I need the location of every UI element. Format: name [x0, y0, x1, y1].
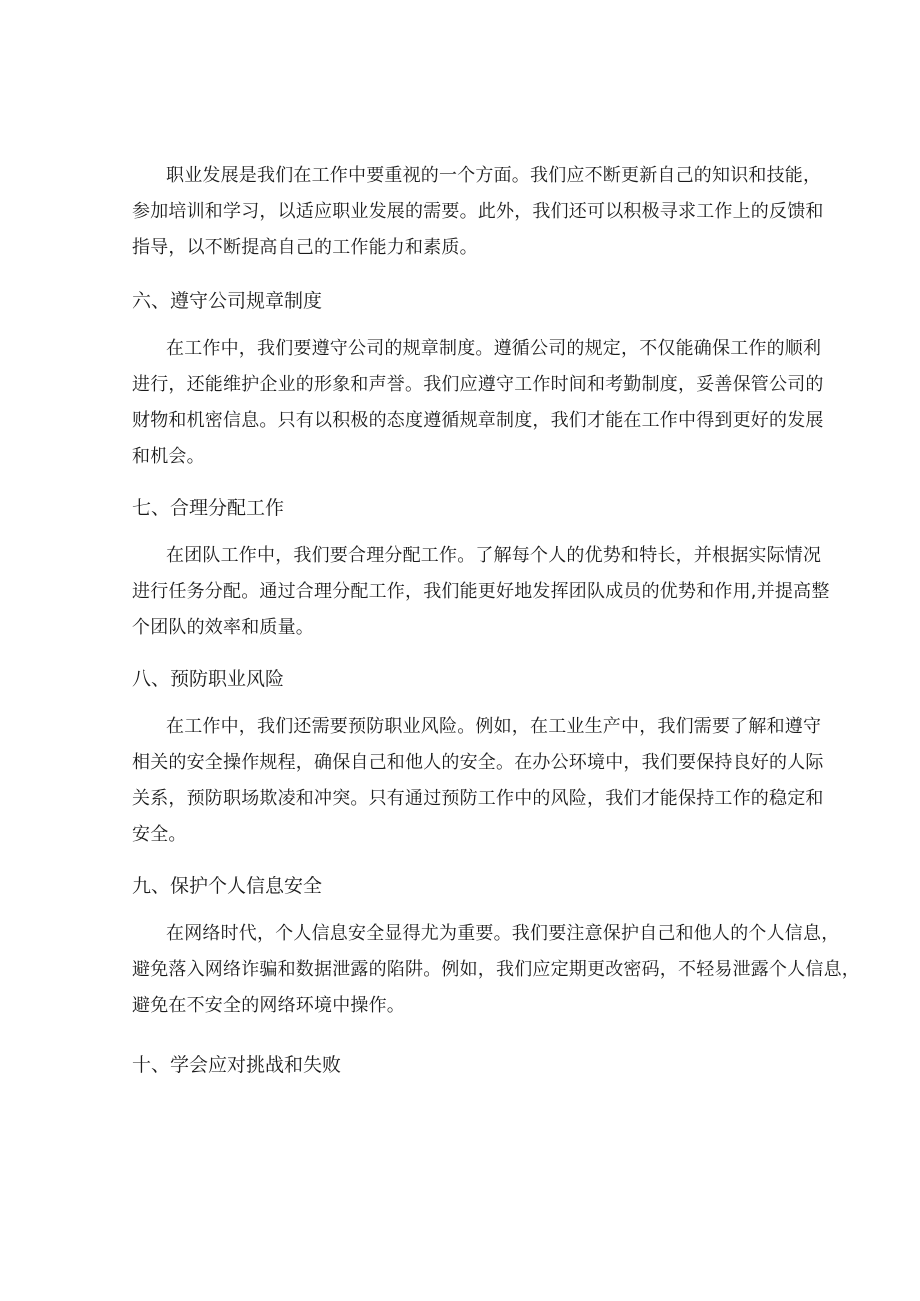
- paragraph-line: 在网络时代，个人信息安全显得尤为重要。我们要注意保护自己和他人的个人信息，: [166, 923, 840, 944]
- paragraph-line: 避免在不安全的网络环境中操作。: [132, 995, 405, 1016]
- paragraph-risk-prevention: [132, 709, 824, 853]
- section-heading-6: 六、遵守公司规章制度: [132, 290, 323, 312]
- paragraph-line: 进行任务分配。通过合理分配工作，我们能更好地发挥团队成员的优势和作用,并提高整: [132, 581, 830, 602]
- paragraph-line: 相关的安全操作规程，确保自己和他人的安全。在办公环境中，我们要保持良好的人际: [132, 752, 824, 773]
- paragraph-line: 职业发展是我们在工作中要重视的一个方面。我们应不断更新自己的知识和技能，: [166, 165, 822, 186]
- section-heading-7: 七、合理分配工作: [132, 497, 285, 519]
- paragraph-line: 财物和机密信息。只有以积极的态度遵循规章制度，我们才能在工作中得到更好的发展: [132, 410, 824, 431]
- paragraph-line: 在工作中，我们还需要预防职业风险。例如，在工业生产中，我们需要了解和遵守: [166, 716, 822, 737]
- paragraph-line: 避免落入网络诈骗和数据泄露的陷阱。例如，我们应定期更改密码，不轻易泄露个人信息，: [132, 959, 860, 980]
- section-heading-9: 九、保护个人信息安全: [132, 875, 323, 897]
- paragraph-career-development: [132, 158, 824, 266]
- paragraph-line: 关系，预防职场欺凌和冲突。只有通过预防工作中的风险，我们才能保持工作的稳定和: [132, 788, 824, 809]
- paragraph-line: 在工作中，我们要遵守公司的规章制度。遵循公司的规定，不仅能确保工作的顺利: [166, 338, 822, 359]
- paragraph-info-security: [132, 916, 860, 1024]
- paragraph-line: 进行，还能维护企业的形象和声誉。我们应遵守工作时间和考勤制度，妥善保管公司的: [132, 374, 824, 395]
- paragraph-line: 安全。: [132, 824, 187, 845]
- paragraph-work-allocation: [132, 538, 830, 646]
- paragraph-line: 参加培训和学习，以适应职业发展的需要。此外，我们还可以积极寻求工作上的反馈和: [132, 201, 824, 222]
- paragraph-rules: [132, 331, 824, 475]
- paragraph-line: 在团队工作中，我们要合理分配工作。了解每个人的优势和特长，并根据实际情况: [166, 545, 822, 566]
- section-heading-8: 八、预防职业风险: [132, 668, 285, 690]
- paragraph-line: 指导，以不断提高自己的工作能力和素质。: [132, 237, 478, 258]
- paragraph-line: 个团队的效率和质量。: [132, 617, 314, 638]
- section-heading-10: 十、学会应对挑战和失败: [132, 1054, 342, 1076]
- paragraph-line: 和机会。: [132, 446, 205, 467]
